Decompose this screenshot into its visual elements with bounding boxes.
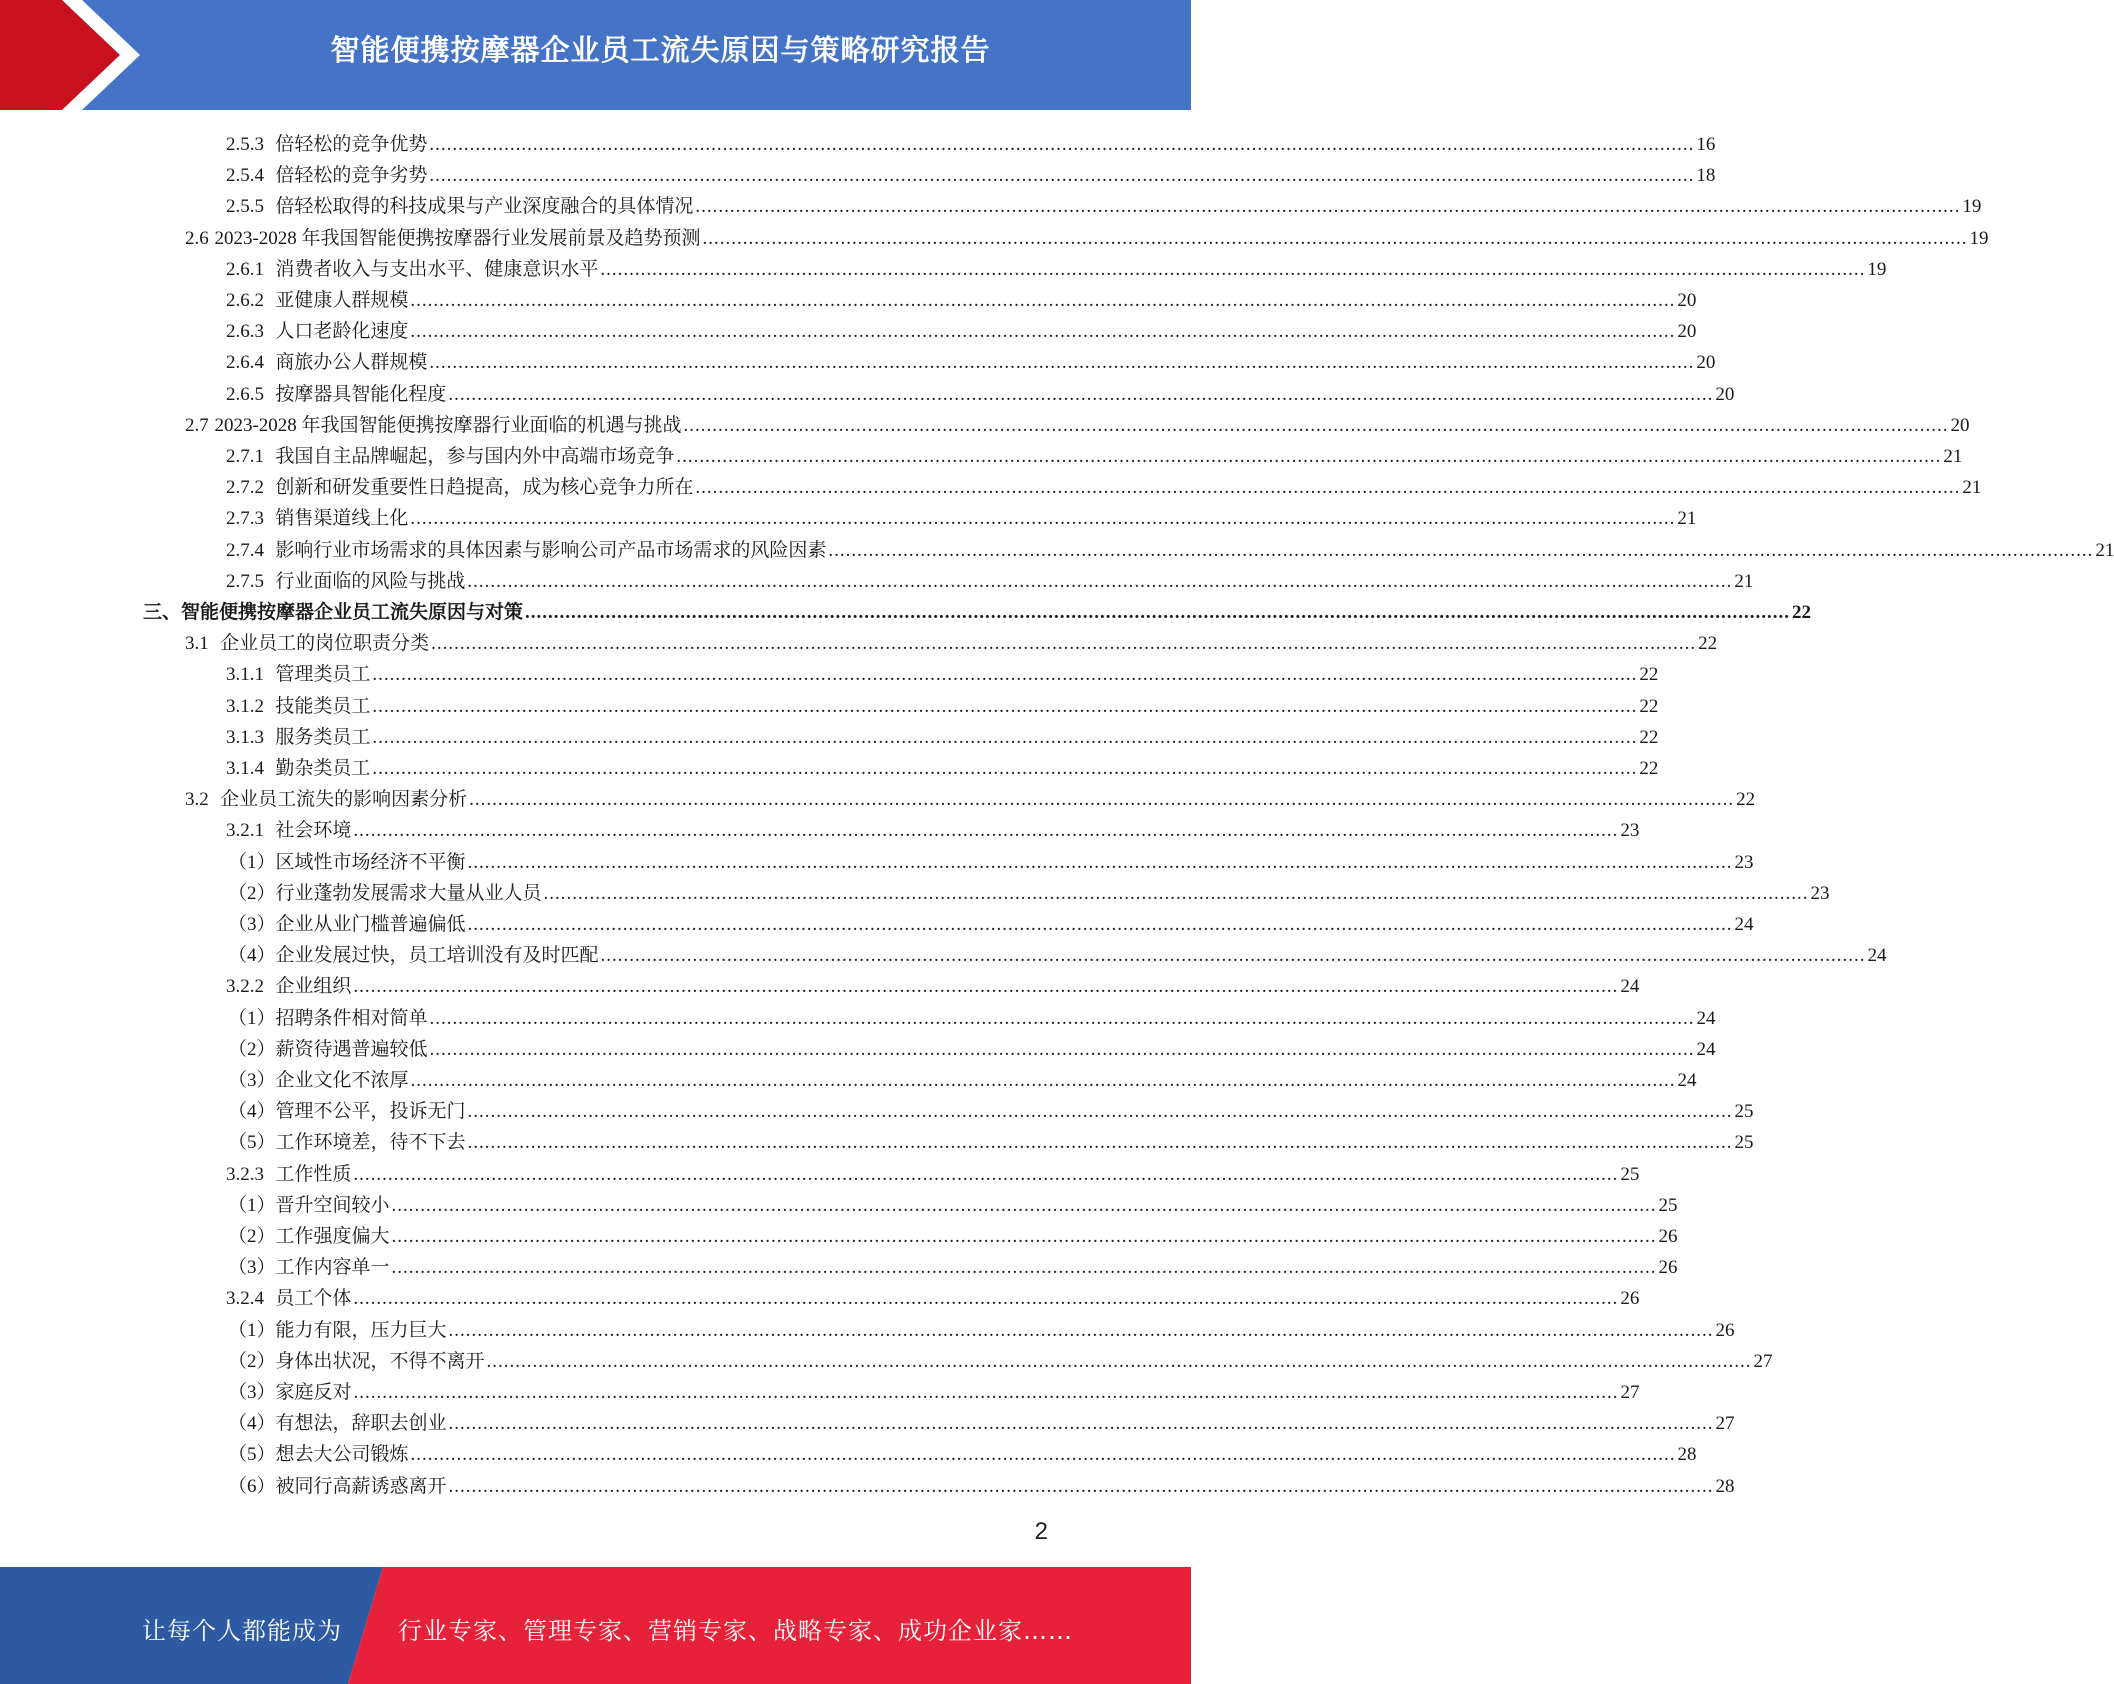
toc-entry-page: 25 — [1658, 1194, 1678, 1216]
footer-slogan-left: 让每个人都能成为 — [142, 1617, 342, 1645]
toc-dot-leader: ............................................................................................................................................................................................................................ — [429, 1007, 1695, 1029]
toc-dot-leader: ............................................................................................................................................................................................................................ — [467, 570, 1733, 592]
toc-entry-number: （1） — [228, 1319, 276, 1341]
toc-entry-title: 被同行高薪诱惑离开 — [275, 1475, 447, 1497]
toc-entry-title: 能力有限，压力巨大 — [275, 1319, 447, 1341]
toc-entry[interactable] — [228, 1096, 1754, 1127]
toc-entry-page: 27 — [1715, 1413, 1735, 1435]
toc-entry-page: 24 — [1696, 1038, 1716, 1060]
toc-entry-number: 3.2.3 — [226, 1163, 264, 1185]
page-number: 2 — [1034, 1518, 1048, 1545]
toc-entry-page: 21 — [2095, 539, 2114, 561]
toc-entry-page: 24 — [1867, 945, 1887, 967]
toc-dot-leader: ............................................................................................................................................................................................................................ — [353, 820, 1619, 842]
toc-entry-page: 28 — [1677, 1444, 1697, 1466]
toc-entry[interactable] — [228, 1252, 1678, 1283]
toc-entry-title: 员工个体 — [275, 1288, 352, 1310]
toc-entry-title: 智能便携按摩器企业员工流失原因与对策 — [181, 602, 524, 623]
toc-dot-leader: ............................................................................................................................................................................................................................ — [391, 1194, 1657, 1216]
toc-entry-number: （2） — [228, 1038, 276, 1060]
toc-entry[interactable] — [226, 815, 1640, 846]
toc-entry[interactable] — [226, 1159, 1640, 1190]
toc-entry-title: 有想法，辞职去创业 — [275, 1413, 447, 1435]
toc-entry[interactable] — [226, 254, 1887, 285]
toc-entry-title: 工作性质 — [275, 1163, 352, 1185]
toc-dot-leader: ............................................................................................................................................................................................................................ — [372, 695, 1638, 717]
toc-entry-number: （5） — [228, 1444, 276, 1466]
toc-entry-number: （4） — [228, 1413, 276, 1435]
toc-entry-page: 24 — [1620, 976, 1640, 998]
toc-entry-page: 24 — [1734, 914, 1754, 935]
toc-entry-number: 3.1.2 — [226, 695, 264, 717]
toc-dot-leader: ............................................................................................................................................................................................................................ — [448, 1475, 1714, 1497]
toc-entry-page: 25 — [1734, 1101, 1754, 1123]
toc-entry-number: 3.1.3 — [226, 726, 264, 748]
toc-entry-title: 想去大公司锻炼 — [275, 1444, 409, 1466]
toc-entry-title: 服务类员工 — [275, 726, 371, 748]
toc-entry-page: 25 — [1734, 1132, 1754, 1154]
toc-dot-leader: ............................................................................................................................................................................................................................ — [467, 914, 1733, 935]
toc-entry-page: 26 — [1658, 1257, 1678, 1279]
toc-entry[interactable] — [228, 1315, 1735, 1346]
toc-entry-title: 倍轻松取得的科技成果与产业深度融合的具体情况 — [275, 196, 694, 218]
toc-dot-leader: ............................................................................................................................................................................................................................ — [448, 1319, 1714, 1341]
toc-entry-title: 亚健康人群规模 — [275, 290, 409, 311]
toc-entry[interactable] — [185, 223, 1989, 254]
toc-entry-title: 企业从业门槛普遍偏低 — [275, 914, 466, 935]
toc-dot-leader: ............................................................................................................................................................................................................................ — [353, 1382, 1619, 1403]
toc-entry-title: 晋升空间较小 — [275, 1194, 390, 1216]
toc-entry-title: 薪资待遇普遍较低 — [275, 1038, 428, 1060]
toc-entry-number: 2.6.1 — [226, 258, 264, 280]
toc-dot-leader: ............................................................................................................................................................................................................................ — [353, 1163, 1619, 1185]
toc-entry[interactable] — [228, 847, 1754, 878]
toc-entry-page: 22 — [1639, 664, 1659, 686]
toc-entry[interactable] — [143, 597, 1812, 628]
toc-entry-number: 2.7 — [185, 414, 209, 436]
toc-entry[interactable] — [228, 1408, 1735, 1439]
toc-entry-number: 2.5.4 — [226, 165, 264, 187]
toc-entry-number: （5） — [228, 1132, 276, 1154]
toc-entry-page: 22 — [1639, 758, 1659, 779]
toc-entry-page: 22 — [1736, 789, 1756, 811]
toc-entry[interactable] — [228, 1127, 1754, 1158]
toc-entry[interactable] — [226, 160, 1716, 191]
toc-entry-number: 三、 — [143, 602, 182, 623]
toc-entry-number: 3.2.4 — [226, 1288, 264, 1310]
toc-entry-page: 23 — [1620, 820, 1640, 842]
toc-entry-number: 2.6.3 — [226, 321, 264, 343]
toc-entry-page: 26 — [1658, 1226, 1678, 1247]
toc-entry-title: 销售渠道线上化 — [275, 508, 409, 530]
toc-entry-title: 工作环境差，待不下去 — [275, 1132, 466, 1154]
toc-dot-leader: ............................................................................................................................................................................................................................ — [525, 602, 1791, 623]
toc-entry-number: 3.1.4 — [226, 758, 264, 779]
toc-entry-number: 3.2.2 — [226, 976, 264, 998]
toc-entry-page: 25 — [1620, 1163, 1640, 1185]
toc-entry-page: 22 — [1698, 633, 1718, 655]
toc-entry[interactable] — [226, 472, 1982, 503]
toc-entry-number: （4） — [228, 945, 276, 967]
toc-entry-page: 20 — [1715, 383, 1735, 405]
toc-entry[interactable] — [228, 1221, 1678, 1252]
toc-entry-page: 21 — [1734, 570, 1754, 592]
toc-entry-title: 企业组织 — [275, 976, 352, 998]
toc-entry-number: 2.7.2 — [226, 477, 264, 499]
toc-entry-number: （4） — [228, 1101, 276, 1123]
toc-dot-leader: ............................................................................................................................................................................................................................ — [702, 227, 1968, 249]
toc-entry-page: 24 — [1696, 1007, 1716, 1029]
toc-dot-leader: ............................................................................................................................................................................................................................ — [410, 290, 1676, 311]
toc-entry-page: 28 — [1715, 1475, 1735, 1497]
toc-entry[interactable] — [185, 784, 1756, 815]
toc-entry[interactable] — [228, 1003, 1716, 1034]
toc-entry-page: 22 — [1639, 695, 1659, 717]
toc-entry-title: 行业蓬勃发展需求大量从业人员 — [275, 882, 542, 904]
toc-entry[interactable] — [226, 129, 1716, 160]
toc-dot-leader: ............................................................................................................................................................................................................................ — [372, 758, 1638, 779]
toc-entry-title: 2023-2028 年我国智能便携按摩器行业发展前景及趋势预测 — [214, 227, 701, 249]
toc-dot-leader: ............................................................................................................................................................................................................................ — [410, 508, 1676, 530]
toc-entry-title: 创新和研发重要性日趋提高，成为核心竞争力所在 — [275, 477, 694, 499]
toc-entry-number: （3） — [228, 1257, 276, 1279]
toc-entry-title: 企业员工的岗位职责分类 — [220, 633, 430, 655]
toc-dot-leader: ............................................................................................................................................................................................................................ — [353, 976, 1619, 998]
toc-entry-number: （3） — [228, 914, 276, 935]
toc-entry-page: 27 — [1753, 1350, 1773, 1372]
toc-entry[interactable] — [228, 1034, 1716, 1065]
toc-entry-title: 技能类员工 — [275, 695, 371, 717]
toc-entry-number: （6） — [228, 1475, 276, 1497]
toc-entry-page: 20 — [1677, 290, 1697, 311]
toc-entry-page: 27 — [1620, 1382, 1640, 1403]
toc-entry-page: 20 — [1696, 352, 1716, 374]
toc-entry[interactable] — [185, 410, 1970, 441]
toc-entry[interactable] — [185, 628, 1718, 659]
toc-entry[interactable] — [226, 753, 1659, 784]
toc-entry-title: 社会环境 — [275, 820, 352, 842]
toc-dot-leader: ............................................................................................................................................................................................................................ — [448, 383, 1714, 405]
toc-entry-title: 商旅办公人群规模 — [275, 352, 428, 374]
toc-entry-number: （2） — [228, 1226, 276, 1247]
toc-entry-title: 2023-2028 年我国智能便携按摩器行业面临的机遇与挑战 — [214, 414, 682, 436]
toc-entry-page: 23 — [1734, 851, 1754, 873]
toc-entry-title: 我国自主品牌崛起，参与国内外中高端市场竞争 — [275, 446, 675, 467]
report-header-banner — [0, 0, 1191, 110]
toc-entry[interactable] — [228, 1346, 1773, 1377]
toc-entry-title: 区域性市场经济不平衡 — [275, 851, 466, 873]
toc-entry-number: 3.2.1 — [226, 820, 264, 842]
toc-dot-leader: ............................................................................................................................................................................................................................ — [467, 1101, 1733, 1123]
toc-dot-leader: ............................................................................................................................................................................................................................ — [429, 1038, 1695, 1060]
toc-entry[interactable] — [226, 659, 1659, 690]
toc-entry-page: 24 — [1677, 1070, 1697, 1091]
toc-entry[interactable] — [226, 566, 1754, 597]
toc-entry[interactable] — [226, 441, 1963, 472]
toc-entry-page: 20 — [1950, 414, 1970, 436]
toc-entry-page: 21 — [1943, 446, 1963, 467]
toc-entry-title: 身体出状况，不得不离开 — [275, 1350, 485, 1372]
toc-entry[interactable] — [226, 503, 1697, 534]
toc-dot-leader: ............................................................................................................................................................................................................................ — [695, 477, 1961, 499]
toc-entry[interactable] — [228, 1190, 1678, 1221]
toc-entry-title: 按摩器具智能化程度 — [275, 383, 447, 405]
toc-dot-leader: ............................................................................................................................................................................................................................ — [372, 726, 1638, 748]
toc-entry[interactable] — [228, 1439, 1697, 1470]
toc-entry-page: 19 — [1962, 196, 1982, 218]
toc-entry-number: （1） — [228, 1194, 276, 1216]
report-title: 智能便携按摩器企业员工流失原因与策略研究报告 — [330, 33, 991, 67]
toc-entry-page: 19 — [1867, 258, 1887, 280]
toc-dot-leader: ............................................................................................................................................................................................................................ — [683, 414, 1949, 436]
toc-entry-title: 企业发展过快，员工培训没有及时匹配 — [275, 945, 599, 967]
toc-entry[interactable] — [226, 316, 1697, 347]
toc-entry[interactable] — [226, 379, 1735, 410]
toc-entry[interactable] — [228, 1377, 1640, 1408]
toc-entry-title: 家庭反对 — [275, 1382, 352, 1403]
toc-dot-leader: ............................................................................................................................................................................................................................ — [410, 1444, 1676, 1466]
toc-entry-title: 工作内容单一 — [275, 1257, 390, 1279]
toc-entry[interactable] — [226, 1283, 1640, 1314]
toc-dot-leader: ............................................................................................................................................................................................................................ — [469, 789, 1735, 811]
toc-dot-leader: ............................................................................................................................................................................................................................ — [695, 196, 1961, 218]
toc-dot-leader: ............................................................................................................................................................................................................................ — [486, 1350, 1752, 1372]
toc-dot-leader: ............................................................................................................................................................................................................................ — [410, 321, 1676, 343]
toc-entry-page: 26 — [1715, 1319, 1735, 1341]
toc-entry-page: 23 — [1810, 882, 1830, 904]
toc-entry-title: 倍轻松的竞争劣势 — [275, 165, 428, 187]
toc-entry[interactable] — [226, 347, 1716, 378]
toc-entry[interactable] — [226, 722, 1659, 753]
footer-slogan-right: 行业专家、管理专家、营销专家、战略专家、成功企业家…… — [398, 1617, 1073, 1645]
toc-entry-title: 勤杂类员工 — [275, 758, 371, 779]
toc-entry-title: 消费者收入与支出水平、健康意识水平 — [275, 258, 599, 280]
toc-entry[interactable] — [226, 535, 2114, 566]
toc-entry[interactable] — [228, 1065, 1697, 1096]
toc-entry-number: 2.5.3 — [226, 134, 264, 155]
toc-entry-number: 2.7.3 — [226, 508, 264, 530]
toc-entry-page: 16 — [1696, 134, 1716, 155]
toc-entry-page: 26 — [1620, 1288, 1640, 1310]
toc-dot-leader: ............................................................................................................................................................................................................................ — [600, 258, 1866, 280]
toc-entry[interactable] — [228, 940, 1887, 971]
toc-entry-number: 2.6 — [185, 227, 209, 249]
toc-dot-leader: ............................................................................................................................................................................................................................ — [429, 165, 1695, 187]
toc-entry-number: 3.2 — [185, 789, 209, 811]
toc-entry[interactable] — [228, 909, 1754, 940]
toc-dot-leader: ............................................................................................................................................................................................................................ — [429, 352, 1695, 374]
toc-entry-title: 工作强度偏大 — [275, 1226, 390, 1247]
toc-dot-leader: ............................................................................................................................................................................................................................ — [676, 446, 1942, 467]
toc-entry-title: 管理不公平，投诉无门 — [275, 1101, 466, 1123]
toc-entry-page: 20 — [1677, 321, 1697, 343]
toc-entry[interactable] — [226, 971, 1640, 1002]
toc-entry-title: 人口老龄化速度 — [275, 321, 409, 343]
toc-entry-title: 行业面临的风险与挑战 — [275, 570, 466, 592]
toc-dot-leader: ............................................................................................................................................................................................................................ — [391, 1257, 1657, 1279]
toc-entry-number: 2.6.2 — [226, 290, 264, 311]
toc-entry-title: 招聘条件相对简单 — [275, 1007, 428, 1029]
footer-banner — [0, 1567, 1191, 1684]
toc-entry-page: 21 — [1677, 508, 1697, 530]
toc-entry-number: 2.7.1 — [226, 446, 264, 467]
toc-dot-leader: ............................................................................................................................................................................................................................ — [410, 1070, 1676, 1091]
toc-entry-number: （1） — [228, 851, 276, 873]
toc-dot-leader: ............................................................................................................................................................................................................................ — [372, 664, 1638, 686]
toc-entry-page: 19 — [1969, 227, 1989, 249]
toc-entry-number: 2.5.5 — [226, 196, 264, 218]
toc-entry-title: 管理类员工 — [275, 664, 371, 686]
toc-entry[interactable] — [226, 691, 1659, 722]
toc-dot-leader: ............................................................................................................................................................................................................................ — [448, 1413, 1714, 1435]
toc-entry-title: 企业文化不浓厚 — [275, 1070, 409, 1091]
toc-entry-number: 3.1 — [185, 633, 209, 655]
toc-dot-leader: ............................................................................................................................................................................................................................ — [600, 945, 1866, 967]
toc-entry[interactable] — [228, 1471, 1735, 1502]
toc-dot-leader: ............................................................................................................................................................................................................................ — [431, 633, 1697, 655]
toc-entry-title: 倍轻松的竞争优势 — [275, 134, 428, 155]
toc-entry-page: 22 — [1639, 726, 1659, 748]
toc-entry-number: 3.1.1 — [226, 664, 264, 686]
toc-dot-leader: ............................................................................................................................................................................................................................ — [467, 851, 1733, 873]
toc-dot-leader: ............................................................................................................................................................................................................................ — [467, 1132, 1733, 1154]
toc-dot-leader: ............................................................................................................................................................................................................................ — [353, 1288, 1619, 1310]
toc-entry-number: （2） — [228, 882, 276, 904]
toc-entry-page: 22 — [1792, 602, 1812, 623]
toc-entry-number: （3） — [228, 1382, 276, 1403]
toc-entry-number: 2.7.5 — [226, 570, 264, 592]
toc-entry[interactable] — [228, 878, 1830, 909]
toc-entry-number: 2.7.4 — [226, 539, 264, 561]
toc-entry[interactable] — [226, 285, 1697, 316]
toc-entry[interactable] — [226, 191, 1982, 222]
toc-dot-leader: ............................................................................................................................................................................................................................ — [391, 1226, 1657, 1247]
toc-entry-number: 2.6.5 — [226, 383, 264, 405]
toc-dot-leader: ............................................................................................................................................................................................................................ — [429, 134, 1695, 155]
toc-entry-number: （3） — [228, 1070, 276, 1091]
toc-dot-leader: ............................................................................................................................................................................................................................ — [543, 882, 1809, 904]
toc-entry-title: 企业员工流失的影响因素分析 — [220, 789, 468, 811]
toc-entry-title: 影响行业市场需求的具体因素与影响公司产品市场需求的风险因素 — [275, 539, 827, 561]
toc-entry-page: 21 — [1962, 477, 1982, 499]
toc-entry-number: 2.6.4 — [226, 352, 264, 374]
toc-entry-number: （2） — [228, 1350, 276, 1372]
toc-entry-number: （1） — [228, 1007, 276, 1029]
toc-entry-page: 18 — [1696, 165, 1716, 187]
toc-dot-leader: ............................................................................................................................................................................................................................ — [828, 539, 2094, 561]
